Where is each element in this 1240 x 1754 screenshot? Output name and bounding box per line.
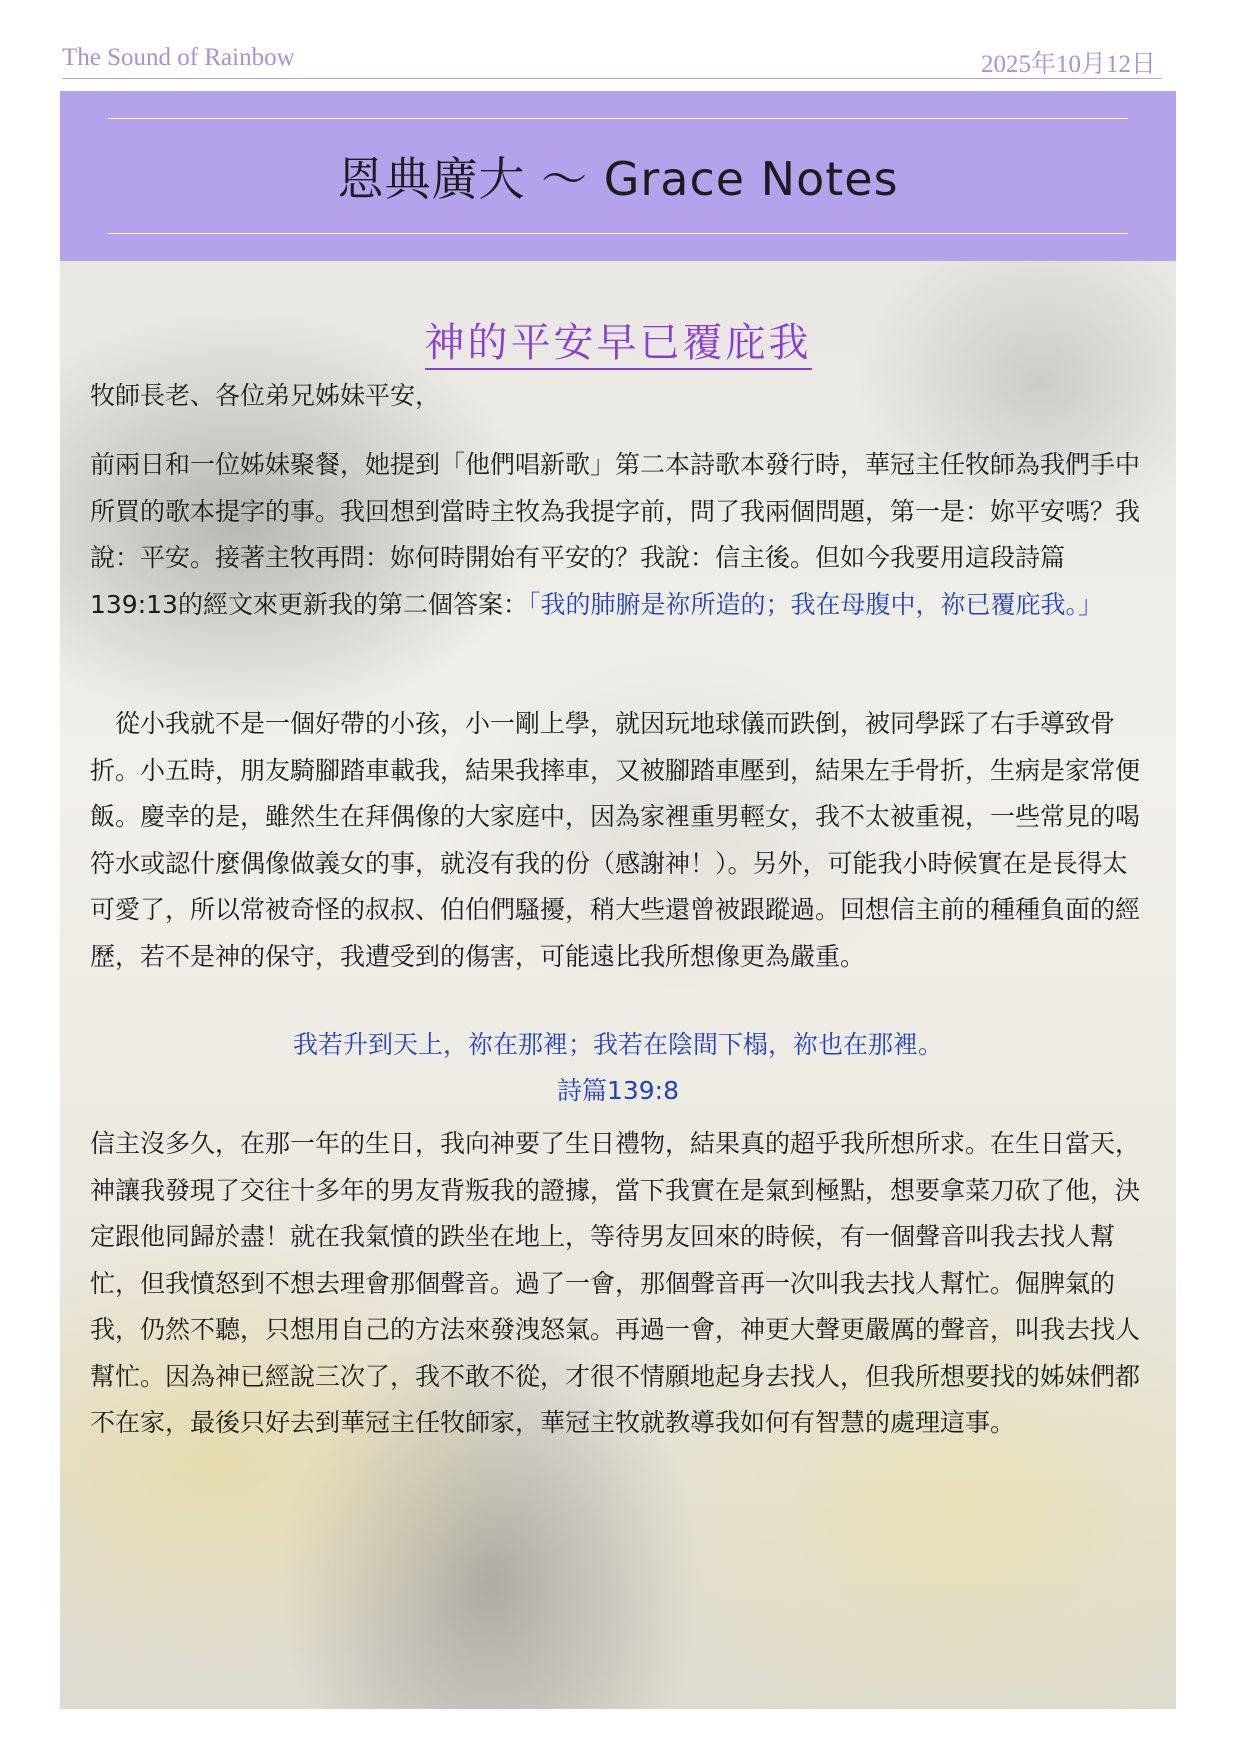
publication-name: The Sound of Rainbow xyxy=(62,44,295,71)
paragraph-3: 信主沒多久，在那一年的生日，我向神要了生日禮物，結果真的超乎我所想所求。在生日當天，神讓我發現了交往十多年的男友背叛我的證據，當下我實在是氣到極點，想要拿菜刀砍了他，決定跟他同歸於盡！就在我氣憤的跌坐在地上，等待男友回來的時候，有一個聲音叫我去找人幫忙，但我憤怒到不想去理會那個聲音。過了一會，那個聲音再一次叫我去找人幫忙。倔脾氣的我，仍然不聽，只想用自己的方法來發洩怒氣。再過一會，神更大聲更嚴厲的聲音，叫我去找人幫忙。因為神已經說三次了，我不敢不從，才很不情願地起身去找人，但我所想要找的姊妹們都不在家，最後只好去到華冠主任牧師家，華冠主牧就教導我如何有智慧的處理這事。 xyxy=(90,1129,1141,1437)
banner-rule-top xyxy=(108,118,1128,119)
article-title-text: 神的平安早已覆庇我 xyxy=(425,320,812,370)
banner-rule-bottom xyxy=(108,233,1128,234)
article-title xyxy=(60,311,1176,368)
article-body xyxy=(60,261,1176,1709)
verse-reference: 詩篇139:8 xyxy=(556,1076,680,1105)
section-banner xyxy=(60,91,1176,261)
paragraph-1-text: 前兩日和一位姊妹聚餐，她提到「他們唱新歌」第二本詩歌本發行時，華冠主任牧師為我們手中所買的歌本提字的事。我回想到當時主牧為我提字前，問了我兩個問題，第一是：妳平安嗎？我說：平安。接著主牧再問：妳何時開始有平安的？我說：信主後。但如今我要用這段詩篇139:13的經文來更新我的第二個答案： xyxy=(90,450,1141,619)
header-divider xyxy=(62,78,1162,79)
issue-date: 2025年10月12日 xyxy=(980,51,1156,78)
scripture-quote: 「我的肺腑是祢所造的；我在母腹中，祢已覆庇我。」 xyxy=(527,589,1103,619)
greeting: 牧師長老、各位弟兄姊妹平安， xyxy=(90,381,441,410)
verse-text: 我若升到天上，祢在那裡；我若在陰間下榻，祢也在那裡。 xyxy=(292,1030,943,1059)
paragraph-2: 從小我就不是一個好帶的小孩，小一剛上學，就因玩地球儀而跌倒，被同學踩了右手導致骨折。小五時，朋友騎腳踏車載我，結果我摔車，又被腳踏車壓到，結果左手骨折，生病是家常便飯。慶幸的是，雖然生在拜偶像的大家庭中，因為家裡重男輕女，我不太被重視，一些常見的喝符水或認什麼偶像做義女的事，就沒有我的份（感謝神！）。另外，可能我小時候實在是長得太可愛了，所以常被奇怪的叔叔、伯伯們騷擾，稍大些還曾被跟蹤過。回想信主前的種種負面的經歷，若不是神的保守，我遭受到的傷害，可能遠比我所想像更為嚴重。 xyxy=(90,709,1141,971)
banner-title: 恩典廣大 ～ Grace Notes xyxy=(337,152,899,206)
paragraph-1 xyxy=(90,442,1150,628)
